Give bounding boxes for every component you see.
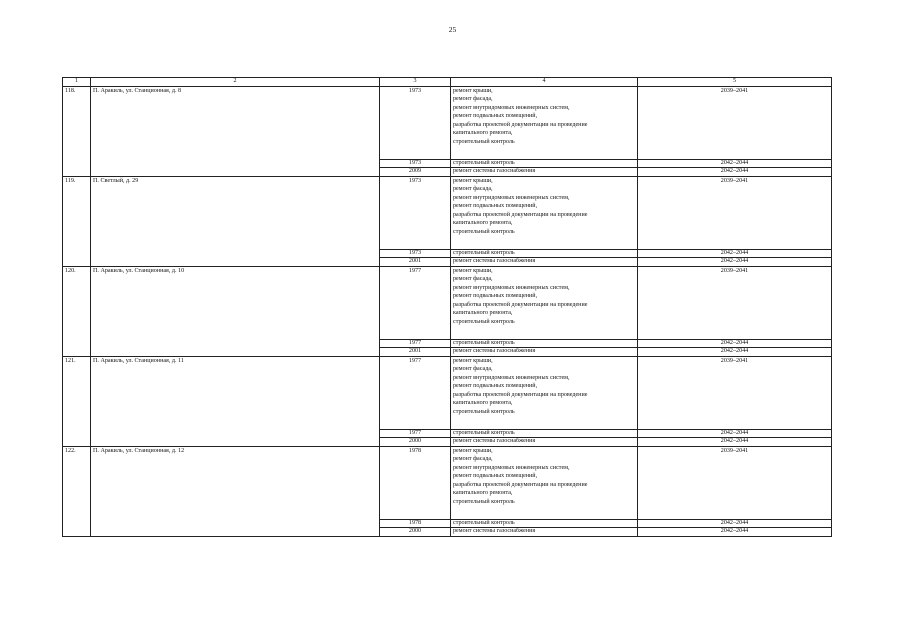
- work-item: ремонт подвальных помещений,: [453, 293, 538, 299]
- planned-period: 2039–2041: [638, 86, 832, 159]
- table-row: [63, 86, 832, 159]
- sub-work: строительный контроль: [451, 249, 638, 258]
- sub-work: ремонт системы газоснабжения: [451, 348, 638, 357]
- work-item: ремонт фасада,: [453, 276, 493, 282]
- row-number: 118.: [63, 86, 91, 176]
- sub-year: 2000: [380, 438, 451, 447]
- work-item: ремонт подвальных помещений,: [453, 383, 538, 389]
- work-item: капитального ремонта,: [453, 130, 513, 136]
- header-row: [63, 78, 832, 87]
- header-cell-2: 2: [91, 78, 380, 87]
- sub-year: 2009: [380, 168, 451, 177]
- sub-period: 2042–2044: [638, 438, 832, 447]
- commission-year: 1973: [380, 86, 451, 159]
- work-item: ремонт фасада,: [453, 366, 493, 372]
- sub-period: 2042–2044: [638, 249, 832, 258]
- work-item: капитального ремонта,: [453, 220, 513, 226]
- page-number: 25: [448, 25, 457, 34]
- work-item: ремонт подвальных помещений,: [453, 113, 538, 119]
- sub-period: 2042–2044: [638, 159, 832, 168]
- row-number: 122.: [63, 446, 91, 536]
- sub-work: строительный контроль: [451, 429, 638, 438]
- work-item: строительный контроль: [453, 318, 515, 325]
- sub-period: 2042–2044: [638, 339, 832, 348]
- work-item: ремонт крыши,: [453, 177, 493, 184]
- sub-work: ремонт системы газоснабжения: [451, 438, 638, 447]
- planned-period: 2039–2041: [638, 266, 832, 339]
- work-item: ремонт внутридомовых инженерных систем,: [453, 464, 570, 471]
- work-item: разработка проектной документации на проведение: [453, 301, 588, 308]
- work-item: ремонт внутридомовых инженерных систем,: [453, 104, 570, 111]
- work-item: ремонт крыши,: [453, 357, 493, 364]
- sub-work: строительный контроль: [451, 519, 638, 528]
- work-item: строительный контроль: [453, 138, 515, 145]
- commission-year: 1978: [380, 446, 451, 519]
- sub-period: 2042–2044: [638, 168, 832, 177]
- sub-year: 1973: [380, 159, 451, 168]
- sub-year: 1977: [380, 429, 451, 438]
- header-cell-5: 5: [638, 78, 832, 87]
- commission-year: 1973: [380, 176, 451, 249]
- table-row: [63, 266, 832, 339]
- work-item: строительный контроль: [453, 408, 515, 415]
- sub-period: 2042–2044: [638, 519, 832, 528]
- commission-year: 1977: [380, 356, 451, 429]
- works-list: [451, 176, 638, 249]
- work-item: разработка проектной документации на проведение: [453, 481, 588, 488]
- work-item: разработка проектной документации на проведение: [453, 391, 588, 398]
- work-item: ремонт внутридомовых инженерных систем,: [453, 284, 570, 291]
- sub-year: 2001: [380, 258, 451, 267]
- work-item: ремонт внутридомовых инженерных систем,: [453, 194, 570, 201]
- sub-period: 2042–2044: [638, 258, 832, 267]
- row-number: 121.: [63, 356, 91, 446]
- header-cell-1: 1: [63, 78, 91, 87]
- work-item: разработка проектной документации на проведение: [453, 121, 588, 128]
- work-item: строительный контроль: [453, 228, 515, 235]
- work-item: ремонт подвальных помещений,: [453, 203, 538, 209]
- sub-work: ремонт системы газоснабжения: [451, 168, 638, 177]
- header-cell-3: 3: [380, 78, 451, 87]
- sub-work: строительный контроль: [451, 159, 638, 168]
- work-item: ремонт фасада,: [453, 96, 493, 102]
- sub-year: 1978: [380, 519, 451, 528]
- sub-work: строительный контроль: [451, 339, 638, 348]
- work-item: ремонт подвальных помещений,: [453, 473, 538, 479]
- sub-work: ремонт системы газоснабжения: [451, 258, 638, 267]
- row-number: 120.: [63, 266, 91, 356]
- sub-work: ремонт системы газоснабжения: [451, 528, 638, 537]
- sub-period: 2042–2044: [638, 528, 832, 537]
- address: П. Аракиль, ул. Станционная, д. 10: [91, 266, 380, 356]
- work-item: капитального ремонта,: [453, 310, 513, 316]
- address: П. Светлый, д. 29: [91, 176, 380, 266]
- planned-period: 2039–2041: [638, 356, 832, 429]
- work-item: разработка проектной документации на проведение: [453, 211, 588, 218]
- works-list: [451, 356, 638, 429]
- work-item: ремонт крыши,: [453, 447, 493, 454]
- sub-year: 2000: [380, 528, 451, 537]
- work-item: ремонт фасада,: [453, 186, 493, 192]
- row-number: 119.: [63, 176, 91, 266]
- work-item: капитального ремонта,: [453, 400, 513, 406]
- sub-period: 2042–2044: [638, 429, 832, 438]
- sub-year: 1973: [380, 249, 451, 258]
- table-body: [63, 78, 832, 537]
- header-cell-4: 4: [451, 78, 638, 87]
- planned-period: 2039–2041: [638, 446, 832, 519]
- works-list: [451, 86, 638, 159]
- sub-period: 2042–2044: [638, 348, 832, 357]
- work-item: ремонт фасада,: [453, 456, 493, 462]
- address: П. Аракиль, ул. Станционная, д. 11: [91, 356, 380, 446]
- work-item: ремонт крыши,: [453, 87, 493, 94]
- sub-year: 2001: [380, 348, 451, 357]
- work-item: строительный контроль: [453, 498, 515, 505]
- address: П. Аракиль, ул. Станционная, д. 8: [91, 86, 380, 176]
- works-list: [451, 446, 638, 519]
- sub-year: 1977: [380, 339, 451, 348]
- commission-year: 1977: [380, 266, 451, 339]
- work-item: капитального ремонта,: [453, 490, 513, 496]
- planned-period: 2039–2041: [638, 176, 832, 249]
- table-row: [63, 446, 832, 519]
- work-item: ремонт крыши,: [453, 267, 493, 274]
- table-row: [63, 356, 832, 429]
- table-row: [63, 176, 832, 249]
- works-list: [451, 266, 638, 339]
- address: П. Аракиль, ул. Станционная, д. 12: [91, 446, 380, 536]
- work-item: ремонт внутридомовых инженерных систем,: [453, 374, 570, 381]
- repair-schedule-table: [62, 77, 832, 537]
